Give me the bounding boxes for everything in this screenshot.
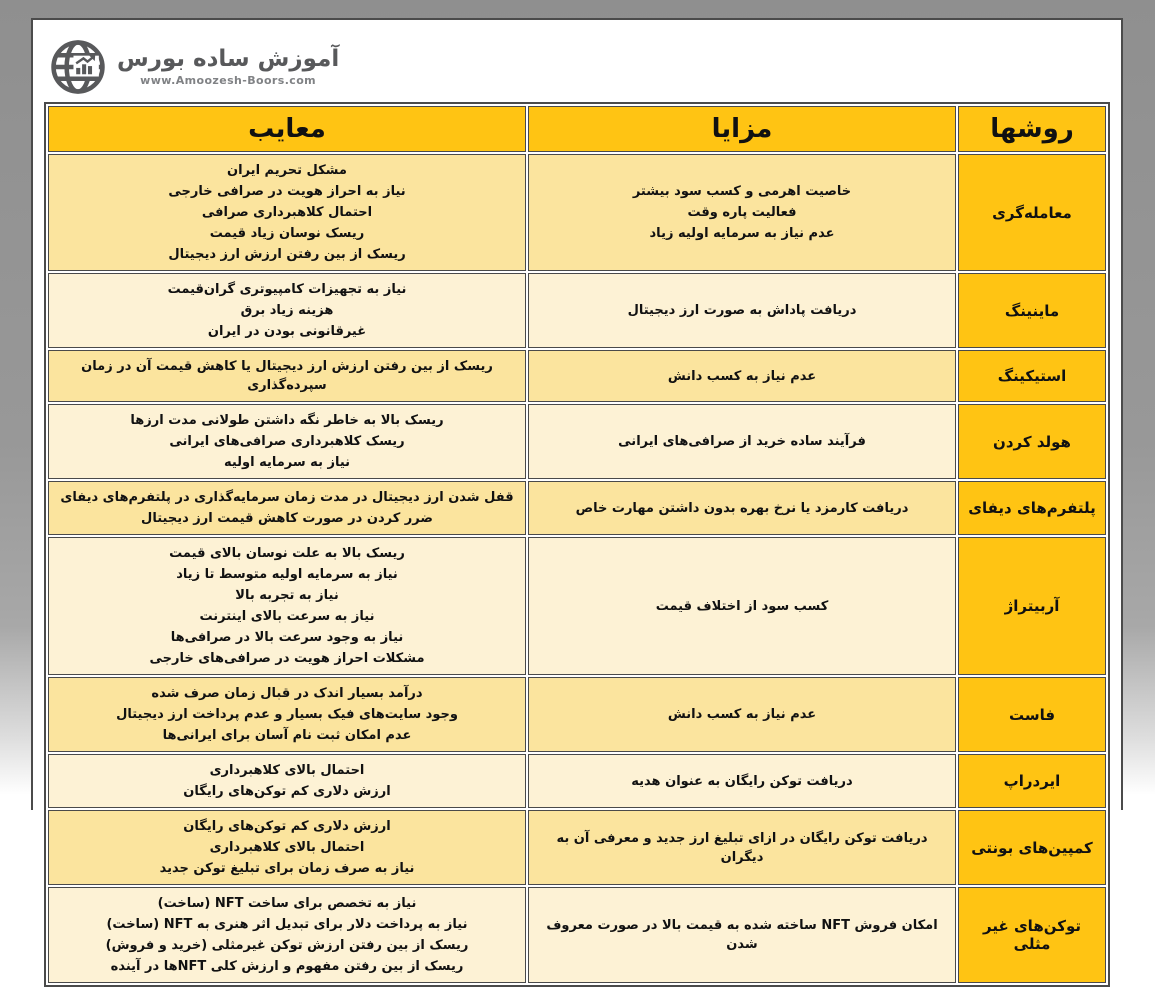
list-item: نیاز به تجهیزات کامپیوتری گران‌قیمت [167,282,407,297]
list-item: نیاز به سرعت بالای اینترنت [199,609,375,624]
list-item: عدم نیاز به کسب دانش [667,368,817,384]
globe-chart-icon [49,38,107,96]
disadvantages-cell [48,273,526,348]
list-item: هزینه زیاد برق [240,303,334,318]
list-item: ریسک از بین رفتن ارزش ارز دیجیتال [168,247,406,262]
disadvantages-cell [48,537,526,675]
list-item: ریسک بالا به خاطر نگه داشتن طولانی مدت ارزها [130,413,444,428]
list-item: دریافت کارمزد یا نرخ بهره بدون داشتن مهارت خاص [575,500,909,516]
list-item: نیاز به تجربه بالا [235,588,339,603]
list-item: نیاز به پرداخت دلار برای تبدیل اثر هنری به NFT (ساخت) [106,917,468,932]
advantages-cell [528,537,956,675]
logo [49,38,339,96]
list-item: نیاز به سرمایه اولیه متوسط تا زیاد [176,567,398,582]
list-item: نیاز به وجود سرعت بالا در صرافی‌ها [170,630,404,645]
list-item: دریافت توکن رایگان در ازای تبلیغ ارز جدید و معرفی آن به دیگران [556,830,928,865]
list-item: وجود سایت‌های فیک بسیار و عدم پرداخت ارز دیجیتال [116,707,458,722]
list-item: نیاز به احراز هویت در صرافی خارجی [168,184,406,199]
list-item: ارزش دلاری کم توکن‌های رایگان [183,819,391,834]
method-cell: کمپین‌های بونتی [958,810,1106,885]
table-row [48,350,1106,402]
header-disadvantages: معایب [48,106,526,152]
method-cell: فاست [958,677,1106,752]
list-item: مشکلات احراز هویت در صرافی‌های خارجی [149,651,425,666]
table-row [48,273,1106,348]
table-row [48,677,1106,752]
list-item: نیاز به صرف زمان برای تبلیغ توکن جدید [159,861,415,876]
method-cell: استیکینگ [958,350,1106,402]
table-row [48,887,1106,983]
logo-text [117,47,339,87]
table-row [48,404,1106,479]
list-item: عدم امکان ثبت نام آسان برای ایرانی‌ها [162,728,412,743]
method-cell: توکن‌های غیر مثلی [958,887,1106,983]
page [31,18,1123,974]
disadvantages-cell [48,754,526,808]
list-item: قفل شدن ارز دیجیتال در مدت زمان سرمایه‌گذاری در پلتفرم‌های دیفای [60,490,514,505]
advantages-cell [528,154,956,271]
list-item: خاصیت اهرمی و کسب سود بیشتر [632,184,852,199]
method-cell: هولد کردن [958,404,1106,479]
disadvantages-cell [48,810,526,885]
method-cell: ماینینگ [958,273,1106,348]
advantages-cell [528,350,956,402]
list-item: ضرر کردن در صورت کاهش قیمت ارز دیجیتال [141,511,433,526]
list-item: درآمد بسیار اندک در قبال زمان صرف شده [151,686,423,701]
advantages-cell [528,754,956,808]
header-methods: روشها [958,106,1106,152]
disadvantages-cell [48,154,526,271]
disadvantages-cell [48,404,526,479]
list-item: امکان فروش NFT ساخته شده به قیمت بالا در صورت معروف شدن [546,918,938,952]
advantages-cell [528,481,956,535]
method-cell: ایردراپ [958,754,1106,808]
list-item: ریسک از بین رفتن ارزش ارز دیجیتال یا کاهش قیمت آن در زمان سپرده‌گذاری [81,359,493,393]
method-cell: پلتفرم‌های دیفای [958,481,1106,535]
list-item: نیاز به تخصص برای ساخت NFT (ساخت) [157,896,417,911]
list-item: احتمال بالای کلاهبرداری [209,763,365,778]
advantages-cell [528,273,956,348]
logo-url: www.Amoozesh-Boors.com [140,74,317,88]
comparison-table-wrap [44,102,1110,987]
list-item: ریسک کلاهبرداری صرافی‌های ایرانی [169,434,405,449]
table-row [48,154,1106,271]
list-item: فرآیند ساده خرید از صرافی‌های ایرانی [618,434,866,449]
list-item: عدم نیاز به سرمایه اولیه زیاد [649,226,835,241]
advantages-cell [528,810,956,885]
method-cell: آربیتراژ [958,537,1106,675]
disadvantages-cell [48,887,526,983]
header-advantages: مزایا [528,106,956,152]
list-item: ارزش دلاری کم توکن‌های رایگان [183,784,391,799]
list-item: احتمال کلاهبرداری صرافی [201,205,373,220]
advantages-cell [528,887,956,983]
disadvantages-cell [48,481,526,535]
table-row [48,810,1106,885]
table-row [48,537,1106,675]
advantages-cell [528,677,956,752]
list-item: دریافت پاداش به صورت ارز دیجیتال [627,303,857,318]
header-row [48,106,1106,152]
list-item: ریسک نوسان زیاد قیمت [209,226,365,241]
list-item: ریسک از بین رفتن ارزش توکن غیرمثلی (خرید و فروش) [105,938,469,953]
table-row [48,754,1106,808]
method-cell: معامله‌گری [958,154,1106,271]
list-item: مشکل تحریم ایران [227,163,347,178]
list-item: غیرقانونی بودن در ایران [207,324,367,339]
list-item: احتمال بالای کلاهبرداری [209,840,365,855]
comparison-table [44,102,1110,987]
table-row [48,481,1106,535]
disadvantages-cell [48,350,526,402]
list-item: نیاز به سرمایه اولیه [223,455,351,470]
disadvantages-cell [48,677,526,752]
list-item: دریافت توکن رایگان به عنوان هدیه [631,773,853,789]
list-item: ریسک از بین رفتن مفهوم و ارزش کلی NFTها در آینده [110,959,464,974]
list-item: کسب سود از اختلاف قیمت [655,598,829,614]
list-item: فعالیت پاره وقت [687,205,797,220]
list-item: ریسک بالا به علت نوسان بالای قیمت [169,546,405,561]
logo-title: آموزش ساده بورس [117,45,340,72]
list-item: عدم نیاز به کسب دانش [667,707,817,722]
advantages-cell [528,404,956,479]
